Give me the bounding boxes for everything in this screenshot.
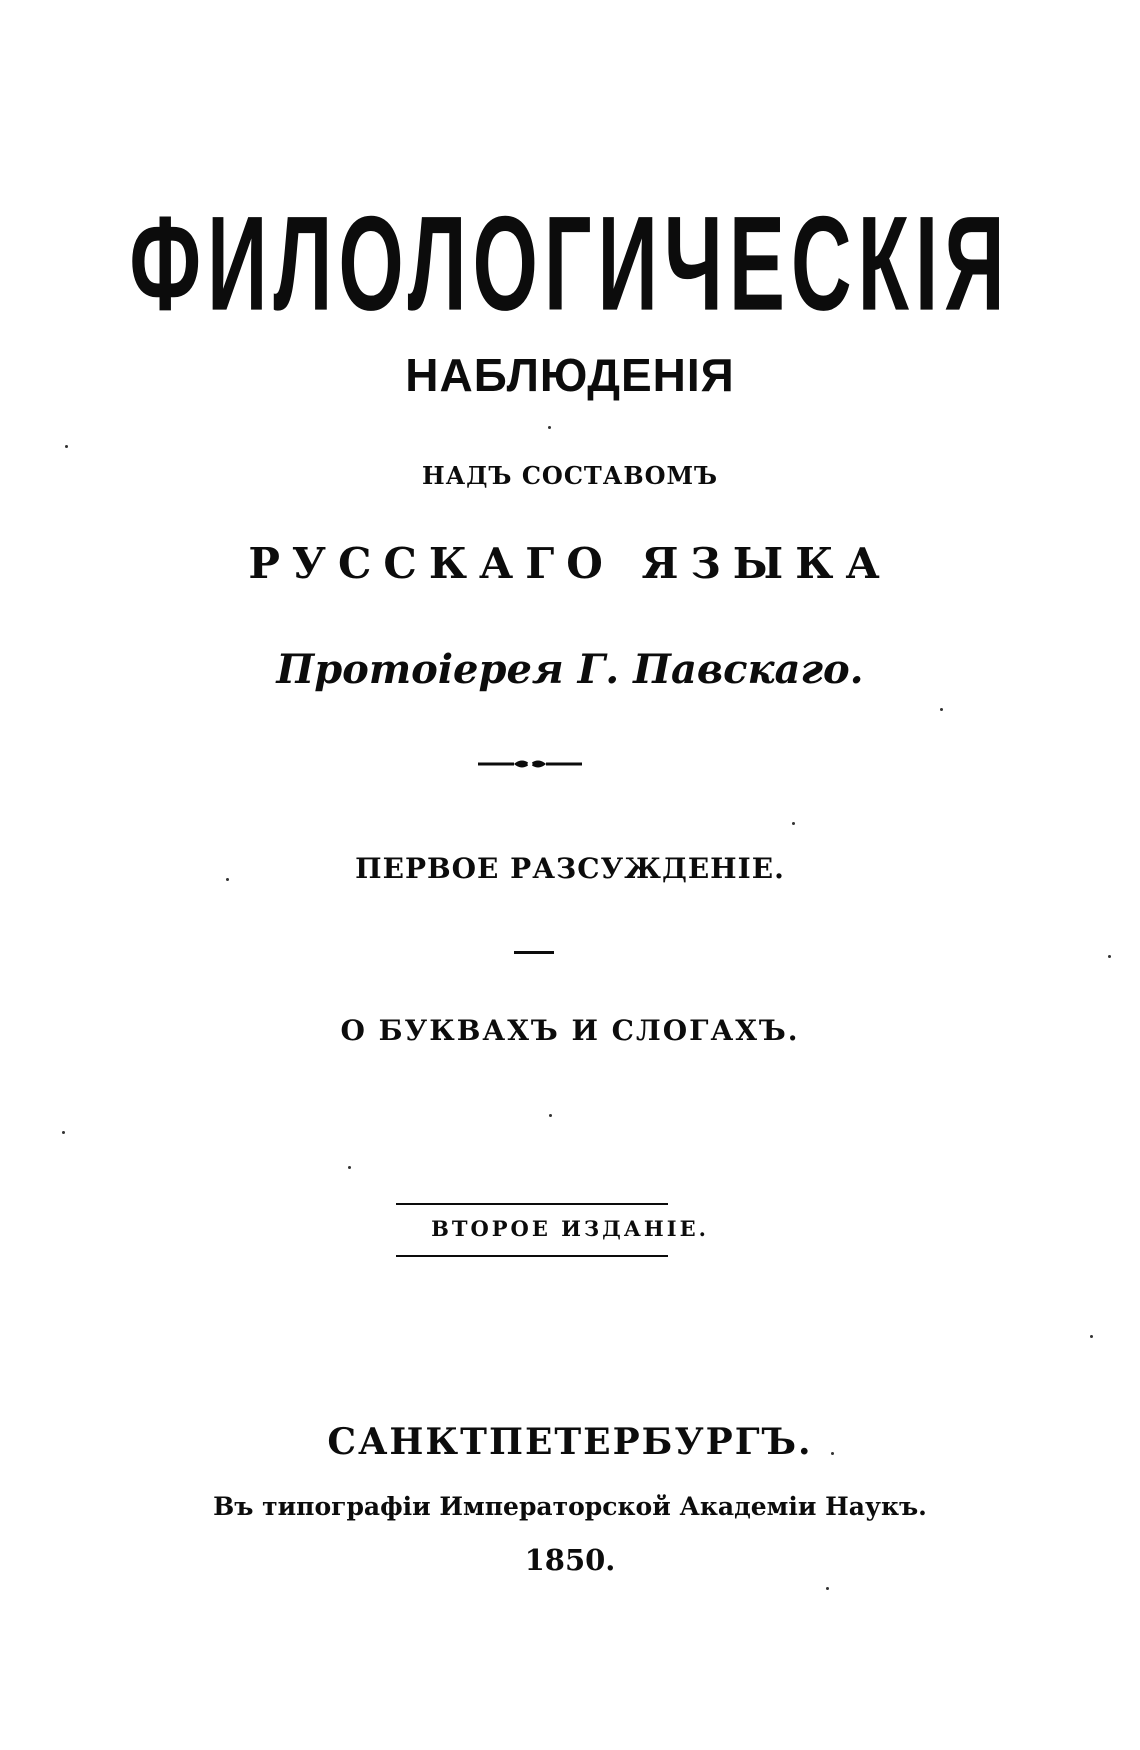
subject-line: О БУКВАХЪ И СЛОГАХЪ. — [340, 1014, 800, 1047]
edition-rule-bottom — [396, 1255, 668, 1257]
paper-speck — [1090, 1335, 1093, 1338]
ornament-divider-icon — [478, 757, 582, 771]
edition-line: ВТОРОЕ ИЗДАНІЕ. — [431, 1216, 709, 1241]
imprint-city: САНКТПЕТЕРБУРГЪ. — [327, 1421, 813, 1463]
paper-speck — [792, 822, 795, 825]
paper-speck — [548, 426, 551, 429]
paper-speck — [62, 1131, 65, 1134]
paper-speck — [1108, 955, 1111, 958]
paper-speck — [826, 1587, 829, 1590]
title-line-4: РУССКАГО ЯЗЫКА — [248, 539, 892, 588]
paper-speck — [831, 1452, 834, 1455]
paper-speck — [549, 1114, 552, 1117]
imprint-printer: Въ типографіи Императорской Академіи Наукъ. — [213, 1492, 927, 1521]
paper-speck — [65, 445, 68, 448]
author-line: Протоіерея Г. Павскаго. — [276, 646, 864, 693]
title-line-2: НАБЛЮДЕНІЯ — [405, 349, 735, 401]
imprint-year: 1850. — [524, 1543, 616, 1577]
part-heading: ПЕРВОЕ РАЗСУЖДЕНІЕ. — [355, 852, 785, 885]
paper-speck — [348, 1166, 351, 1169]
paper-speck — [940, 708, 943, 711]
title-line-3: НАДЪ СОСТАВОМЪ — [421, 461, 719, 490]
edition-rule-top — [396, 1203, 668, 1205]
dash-divider — [514, 951, 554, 954]
title-line-1: ФИЛОЛОГИЧЕСКІЯ — [129, 188, 1011, 339]
paper-speck — [226, 878, 229, 881]
